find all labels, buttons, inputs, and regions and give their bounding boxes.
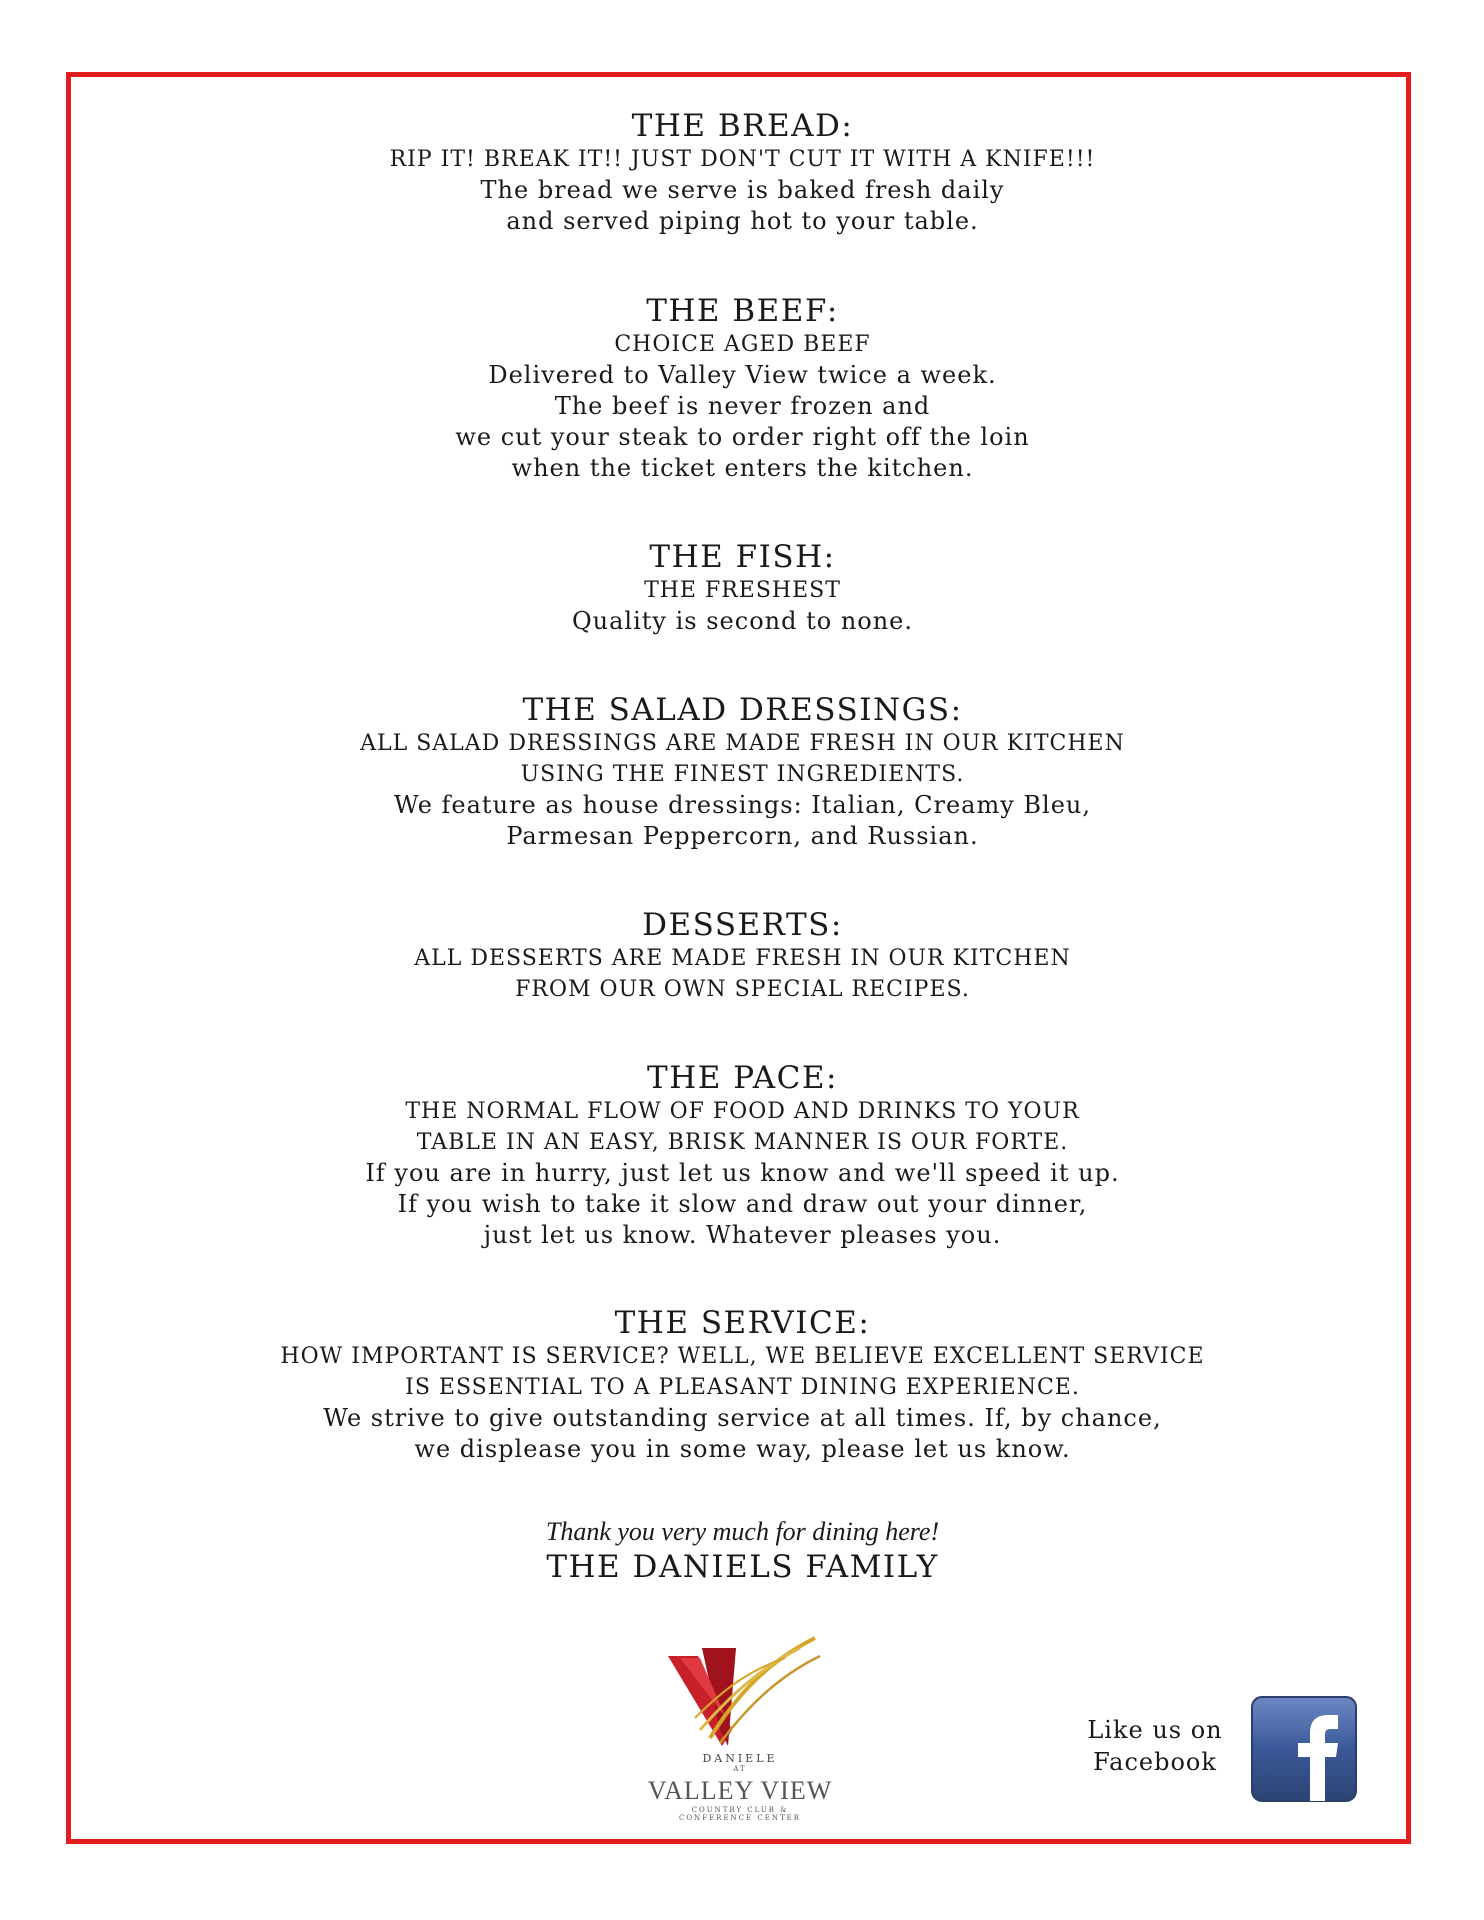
section-heading: DESSERTS: <box>642 907 843 943</box>
section-bread <box>70 108 1415 237</box>
logo-subtitle-line: CONFERENCE CENTER <box>678 1814 802 1822</box>
section-line: HOW IMPORTANT IS SERVICE? WELL, WE BELIEVE EXCELLENT SERVICE <box>280 1344 1205 1369</box>
section-line: ALL DESSERTS ARE MADE FRESH IN OUR KITCHEN <box>414 946 1071 971</box>
section-line: FROM OUR OWN SPECIAL RECIPES. <box>515 977 970 1002</box>
section-pace <box>70 1060 1415 1251</box>
section-line: we cut your steak to order right off the loin <box>455 423 1030 451</box>
section-line: Quality is second to none. <box>571 607 914 635</box>
section-line: Delivered to Valley View twice a week. <box>488 361 997 389</box>
facebook-text-line: Like us on <box>1087 1716 1223 1744</box>
section-heading: THE SERVICE: <box>614 1305 871 1341</box>
section-beef <box>70 293 1415 484</box>
thank-you-note: Thank you very much for dining here! <box>545 1517 940 1546</box>
logo-subtitle <box>640 1806 840 1822</box>
section-line: IS ESSENTIAL TO A PLEASANT DINING EXPERIENCE. <box>405 1375 1080 1400</box>
section-line: THE NORMAL FLOW OF FOOD AND DRINKS TO YOUR <box>405 1099 1080 1124</box>
section-line: THE FRESHEST <box>644 578 841 603</box>
section-line: TABLE IN AN EASY, BRISK MANNER IS OUR FORTE. <box>416 1130 1069 1155</box>
section-line: Parmesan Peppercorn, and Russian. <box>506 822 979 850</box>
v-emblem-icon <box>640 1618 840 1753</box>
section-line: just let us know. Whatever pleases you. <box>483 1221 1002 1249</box>
section-line: when the ticket enters the kitchen. <box>511 454 974 482</box>
section-line: ALL SALAD DRESSINGS ARE MADE FRESH IN OUR KITCHEN <box>360 731 1125 756</box>
closing-message <box>70 1516 1415 1586</box>
section-line: and served piping hot to your table. <box>506 207 979 235</box>
section-desserts <box>70 907 1415 1005</box>
section-heading: THE BREAD: <box>631 108 854 144</box>
section-fish <box>70 539 1415 637</box>
section-heading: THE FISH: <box>649 539 836 575</box>
logo-name-at: AT <box>733 1765 747 1773</box>
section-heading: THE SALAD DRESSINGS: <box>522 692 963 728</box>
section-line: We feature as house dressings: Italian, Creamy Bleu, <box>393 791 1091 819</box>
valley-view-logo <box>640 1618 840 1828</box>
facebook-icon[interactable] <box>1250 1695 1358 1803</box>
logo-name-top: DANIELE <box>702 1752 778 1765</box>
section-line: If you wish to take it slow and draw out your dinner, <box>397 1190 1088 1218</box>
logo-subtitle-line: COUNTRY CLUB & <box>691 1806 789 1814</box>
section-line: The beef is never frozen and <box>554 392 931 420</box>
section-line: we displease you in some way, please let us know. <box>414 1435 1071 1463</box>
section-line: The bread we serve is baked fresh daily <box>480 176 1005 204</box>
facebook-text-line: Facebook <box>1093 1748 1217 1776</box>
section-line: CHOICE AGED BEEF <box>614 332 871 357</box>
section-service <box>70 1305 1415 1465</box>
logo-name-main: VALLEY VIEW <box>647 1776 833 1805</box>
section-heading: THE BEEF: <box>646 293 839 329</box>
section-line: RIP IT! BREAK IT!! JUST DON'T CUT IT WITH A KNIFE!!! <box>389 147 1096 172</box>
section-line: We strive to give outstanding service at all times. If, by chance, <box>323 1404 1162 1432</box>
section-line: If you are in hurry, just let us know and we'll speed it up. <box>365 1159 1120 1187</box>
facebook-text[interactable] <box>1070 1714 1240 1778</box>
section-line: USING THE FINEST INGREDIENTS. <box>520 762 965 787</box>
signature: THE DANIELS FAMILY <box>546 1549 939 1585</box>
section-salad-dressings <box>70 692 1415 852</box>
section-heading: THE PACE: <box>647 1060 838 1096</box>
